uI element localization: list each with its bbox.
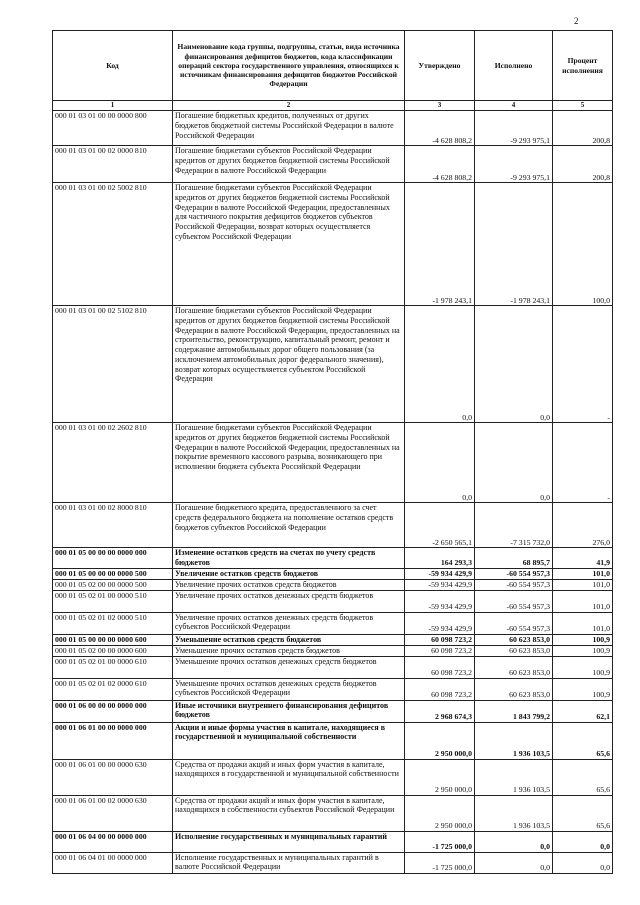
row-code: 000 01 03 01 00 00 0000 800	[53, 111, 173, 146]
row-percent: 62,1	[553, 700, 613, 722]
row-approved: 0,0	[405, 306, 475, 423]
row-name: Погашение бюджетами субъектов Российской Федерации кредитов от других бюджетов бюджетной системы Российской Федерации в валюте Российской Федерации, предоставленных для частичного покрытия дефицитов бюджетов субъектов Российской Федерации, возврат которых осуществляется субъектом Российской Федерации	[173, 183, 405, 306]
column-index-row	[53, 101, 613, 111]
row-approved: -4 628 808,2	[405, 111, 475, 146]
row-approved: -1 725 000,0	[405, 852, 475, 873]
table-row	[53, 612, 613, 634]
row-name: Увеличение прочих остатков денежных средств бюджетов	[173, 590, 405, 612]
row-code: 000 01 05 02 01 00 0000 510	[53, 590, 173, 612]
row-percent: 200,8	[553, 146, 613, 183]
row-executed: -60 554 957,3	[475, 590, 553, 612]
row-name: Уменьшение прочих остатков денежных средств бюджетов	[173, 656, 405, 678]
row-approved: -59 934 429,9	[405, 568, 475, 579]
row-code: 000 01 05 02 00 00 0000 600	[53, 645, 173, 656]
row-code: 000 01 05 00 00 00 0000 000	[53, 548, 173, 569]
table-row	[53, 568, 613, 579]
row-executed: 1 843 799,2	[475, 700, 553, 722]
row-executed: 0,0	[475, 423, 553, 503]
row-executed: -60 554 957,3	[475, 568, 553, 579]
row-percent: 0,0	[553, 831, 613, 852]
row-name: Погашение бюджетами субъектов Российской Федерации кредитов от других бюджетов бюджетной системы Российской Федерации в валюте Российской Федерации	[173, 146, 405, 183]
row-approved: -59 934 429,9	[405, 612, 475, 634]
row-name: Увеличение остатков средств бюджетов	[173, 568, 405, 579]
table-row	[53, 656, 613, 678]
row-percent: 101,0	[553, 612, 613, 634]
row-percent: 101,0	[553, 590, 613, 612]
row-executed: 60 623 853,0	[475, 656, 553, 678]
row-name: Средства от продажи акций и иных форм участия в капитале, находящихся в собственности субъектов Российской Федерации	[173, 795, 405, 831]
row-percent: 100,9	[553, 634, 613, 645]
row-name: Средства от продажи акций и иных форм участия в капитале, находящихся в государственной и муниципальной собственности	[173, 759, 405, 795]
row-name: Погашение бюджетами субъектов Российской Федерации кредитов от других бюджетов бюджетной системы Российской Федерации в валюте Российской Федерации, предоставленных на покрытие временного кассового разрыва, возникающего при исполнении бюджета субъекта Российской Федерации	[173, 423, 405, 503]
row-executed: 1 936 103,5	[475, 759, 553, 795]
header-percent: Процент исполнения	[553, 31, 613, 101]
row-executed: 1 936 103,5	[475, 722, 553, 759]
row-code: 000 01 05 02 01 02 0000 510	[53, 612, 173, 634]
row-approved: 60 098 723,2	[405, 678, 475, 700]
row-name: Исполнение государственных и муниципальных гарантий	[173, 831, 405, 852]
table-row	[53, 645, 613, 656]
page-number: 2	[574, 16, 579, 26]
table-row	[53, 852, 613, 873]
row-approved: 60 098 723,2	[405, 634, 475, 645]
table-row	[53, 423, 613, 503]
row-executed: 68 895,7	[475, 548, 553, 569]
row-approved: 60 098 723,2	[405, 645, 475, 656]
row-approved: -1 978 243,1	[405, 183, 475, 306]
table-row	[53, 111, 613, 146]
row-approved: 2 950 000,0	[405, 722, 475, 759]
row-name: Погашение бюджетами субъектов Российской Федерации кредитов от других бюджетов бюджетной системы Российской Федерации в валюте Российской Федерации, предоставленных на строительство, реконструкцию, капитальный ремонт, ремонт и содержание автомобильных дорог общего пользования (за исключением автомобильных дорог федерального значения), возврат которых осуществляется субъектом Российской Федерации	[173, 306, 405, 423]
table-row	[53, 590, 613, 612]
row-code: 000 01 05 02 01 02 0000 610	[53, 678, 173, 700]
row-percent: 101,0	[553, 579, 613, 590]
row-approved: 164 293,3	[405, 548, 475, 569]
row-name: Изменение остатков средств на счетах по учету средств бюджетов	[173, 548, 405, 569]
row-executed: -9 293 975,1	[475, 146, 553, 183]
row-executed: 0,0	[475, 831, 553, 852]
row-name: Увеличение прочих остатков средств бюджетов	[173, 579, 405, 590]
row-code: 000 01 03 01 00 02 8000 810	[53, 503, 173, 548]
row-executed: 1 936 103,5	[475, 795, 553, 831]
row-executed: -60 554 957,3	[475, 612, 553, 634]
row-approved: -59 934 429,9	[405, 579, 475, 590]
row-percent: 65,6	[553, 795, 613, 831]
row-percent: 200,8	[553, 111, 613, 146]
row-executed: 60 623 853,0	[475, 645, 553, 656]
row-code: 000 01 06 04 00 00 0000 000	[53, 831, 173, 852]
row-code: 000 01 03 01 00 02 0000 810	[53, 146, 173, 183]
row-percent: 65,6	[553, 722, 613, 759]
row-percent: 41,9	[553, 548, 613, 569]
row-code: 000 01 06 00 00 00 0000 000	[53, 700, 173, 722]
header-name: Наименование кода группы, подгруппы, статьи, вида источника финансирования дефицитов бюджетов, кода классификации операций сектора государственного управления, относящихся к источникам финансирования дефицитов бюджетов Российской Федерации	[173, 31, 405, 101]
column-index: 4	[475, 101, 553, 111]
row-code: 000 01 06 04 01 00 0000 000	[53, 852, 173, 873]
row-percent: -	[553, 423, 613, 503]
row-code: 000 01 05 02 01 00 0000 610	[53, 656, 173, 678]
row-name: Уменьшение прочих остатков средств бюджетов	[173, 645, 405, 656]
financing-sources-table	[52, 30, 613, 874]
row-percent: 101,0	[553, 568, 613, 579]
table-row	[53, 146, 613, 183]
row-name: Уменьшение остатков средств бюджетов	[173, 634, 405, 645]
row-approved: -4 628 808,2	[405, 146, 475, 183]
header-approved: Утверждено	[405, 31, 475, 101]
column-index: 1	[53, 101, 173, 111]
table-row	[53, 831, 613, 852]
row-code: 000 01 05 00 00 00 0000 500	[53, 568, 173, 579]
table-row	[53, 548, 613, 569]
column-index: 2	[173, 101, 405, 111]
row-code: 000 01 06 01 00 02 0000 630	[53, 795, 173, 831]
table-row	[53, 700, 613, 722]
table-row	[53, 634, 613, 645]
table-row	[53, 795, 613, 831]
row-approved: 60 098 723,2	[405, 656, 475, 678]
row-executed: -9 293 975,1	[475, 111, 553, 146]
row-approved: 2 950 000,0	[405, 759, 475, 795]
row-approved: -1 725 000,0	[405, 831, 475, 852]
table-row	[53, 759, 613, 795]
table-row	[53, 678, 613, 700]
row-name: Погашение бюджетного кредита, предоставленного за счет средств федерального бюджета на пополнение остатков средств бюджетов субъектов Российской Федерации	[173, 503, 405, 548]
table-row	[53, 503, 613, 548]
row-percent: 276,0	[553, 503, 613, 548]
row-percent: 100,0	[553, 183, 613, 306]
row-approved: 2 968 674,3	[405, 700, 475, 722]
table-row	[53, 579, 613, 590]
row-code: 000 01 05 02 00 00 0000 500	[53, 579, 173, 590]
column-index: 5	[553, 101, 613, 111]
row-percent: 100,9	[553, 678, 613, 700]
row-approved: 2 950 000,0	[405, 795, 475, 831]
row-code: 000 01 03 01 00 02 5102 810	[53, 306, 173, 423]
row-name: Уменьшение прочих остатков денежных средств бюджетов субъектов Российской Федерации	[173, 678, 405, 700]
table-row	[53, 722, 613, 759]
row-name: Погашение бюджетных кредитов, полученных от других бюджетов бюджетной системы Российской Федерации в валюте Российской Федерации	[173, 111, 405, 146]
row-name: Акции и иные формы участия в капитале, находящиеся в государственной и муниципальной собственности	[173, 722, 405, 759]
row-name: Увеличение прочих остатков денежных средств бюджетов субъектов Российской Федерации	[173, 612, 405, 634]
row-percent: 65,6	[553, 759, 613, 795]
row-executed: 60 623 853,0	[475, 678, 553, 700]
row-code: 000 01 06 01 00 00 0000 000	[53, 722, 173, 759]
row-executed: -7 315 732,0	[475, 503, 553, 548]
row-executed: -60 554 957,3	[475, 579, 553, 590]
header-executed: Исполнено	[475, 31, 553, 101]
row-name: Иные источники внутреннего финансирования дефицитов бюджетов	[173, 700, 405, 722]
row-percent: 100,9	[553, 645, 613, 656]
column-index: 3	[405, 101, 475, 111]
row-code: 000 01 05 00 00 00 0000 600	[53, 634, 173, 645]
row-executed: -1 978 243,1	[475, 183, 553, 306]
row-name: Исполнение государственных и муниципальных гарантий в валюте Российской Федерации	[173, 852, 405, 873]
row-percent: -	[553, 306, 613, 423]
table-row	[53, 306, 613, 423]
row-code: 000 01 03 01 00 02 5002 810	[53, 183, 173, 306]
row-executed: 0,0	[475, 306, 553, 423]
row-approved: -2 650 565,1	[405, 503, 475, 548]
row-percent: 0,0	[553, 852, 613, 873]
row-percent: 100,9	[553, 656, 613, 678]
row-code: 000 01 03 01 00 02 2602 810	[53, 423, 173, 503]
row-code: 000 01 06 01 00 00 0000 630	[53, 759, 173, 795]
header-code: Код	[53, 31, 173, 101]
row-approved: -59 934 429,9	[405, 590, 475, 612]
table-row	[53, 183, 613, 306]
row-executed: 60 623 853,0	[475, 634, 553, 645]
row-approved: 0,0	[405, 423, 475, 503]
row-executed: 0,0	[475, 852, 553, 873]
